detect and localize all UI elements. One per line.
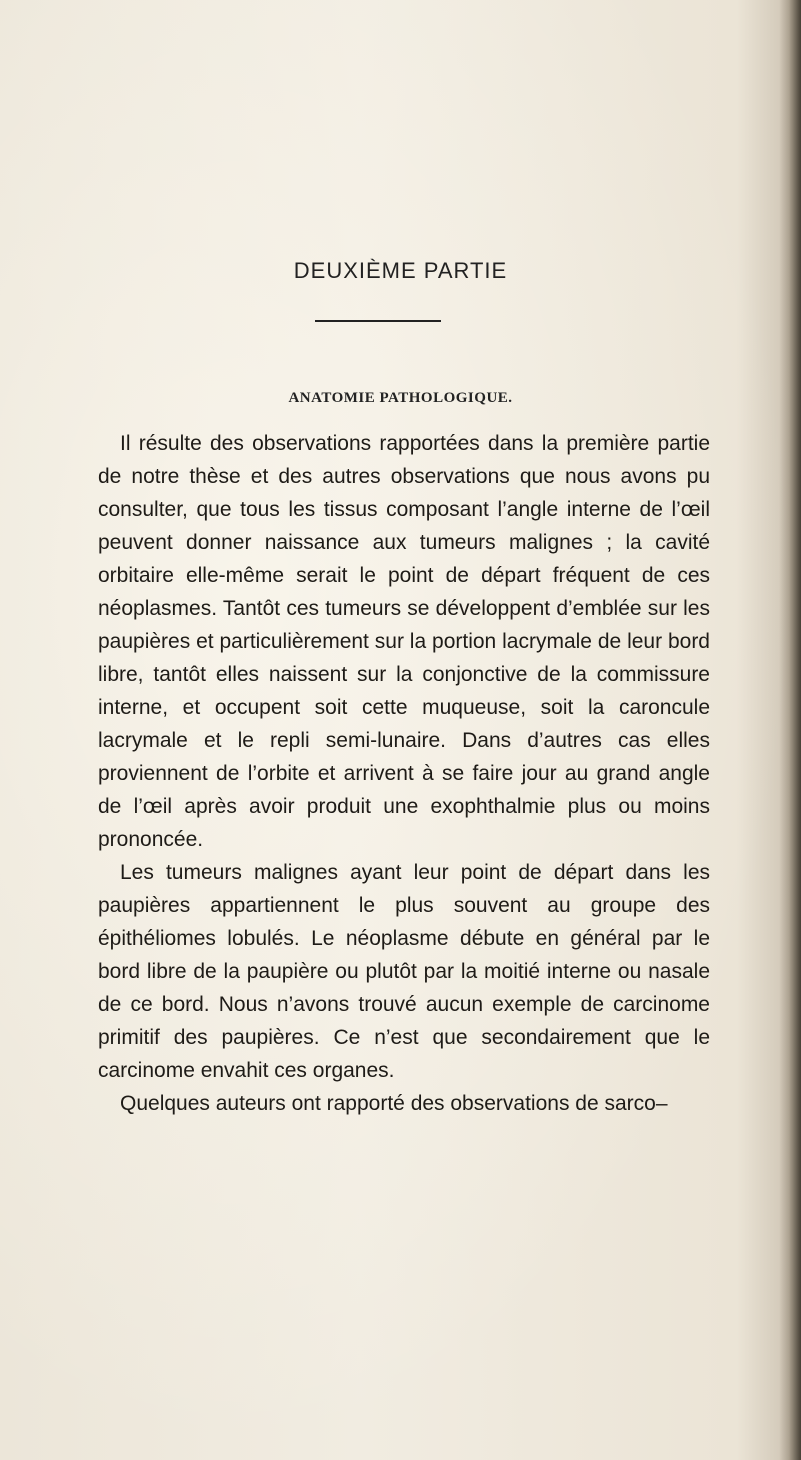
paragraph-3: Quelques auteurs ont rapporté des observations de sarco– bbox=[120, 1092, 668, 1115]
part-title: DEUXIÈME PARTIE bbox=[293, 258, 508, 283]
section-title: ANATOMIE PATHOLOGIQUE. bbox=[288, 390, 513, 406]
paragraph-1: Il résulte des observations rapportées dans la première partie de notre thèse et des autres observations que nous avons pu consulter, que tous les tissus composant l’angle interne de l’œil peuvent donner naissance aux tumeurs malignes ; la cavité orbitaire elle-même serait le point de départ fréquent de ces néoplasmes. Tantôt ces tumeurs se développent d’emblée sur les paupières et particulièrement sur la portion lacrymale de leur bord libre, tantôt elles naissent sur la conjonctive de la commissure interne, et occupent soit cette muqueuse, soit la caroncule lacrymale et le repli semi-lunaire. Dans d’autres cas elles proviennent de l’orbite et arrivent à se faire jour au grand angle de l’œil après avoir produit une exophthalmie plus ou moins prononcée. bbox=[98, 432, 710, 851]
page-edge-shadow bbox=[779, 0, 801, 1460]
paragraph-2: Les tumeurs malignes ayant leur point de départ dans les paupières appartiennent le plus souvent au groupe des épithéliomes lobulés. Le néoplasme débute en général par le bord libre de la paupière ou plutôt par la moitié interne ou nasale de ce bord. Nous n’avons trouvé aucun exemple de carcinome primitif des paupières. Ce n’est que secondairement que le carcinome envahit ces organes. bbox=[98, 861, 710, 1082]
title-rule-divider bbox=[315, 320, 441, 322]
body-text bbox=[98, 427, 710, 1120]
